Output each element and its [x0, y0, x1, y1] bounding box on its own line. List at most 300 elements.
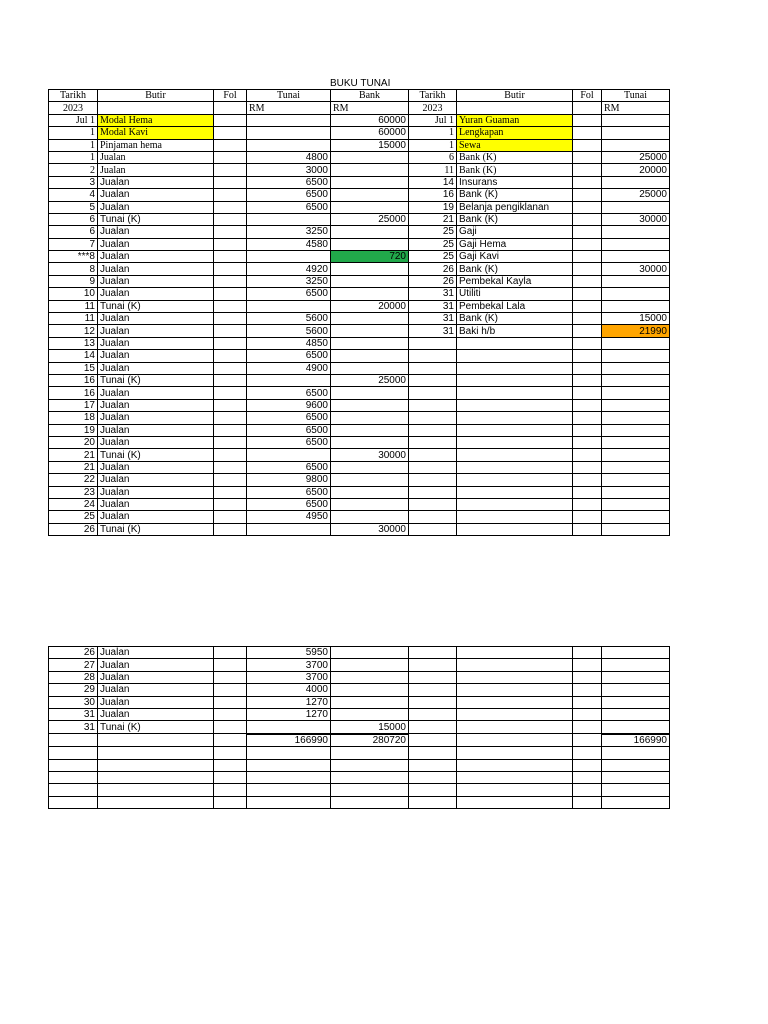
cell-particulars-cr: [457, 387, 573, 399]
table-row: [49, 362, 670, 374]
cell-particulars-cr: [457, 659, 573, 671]
cell-cash-cr: [602, 759, 670, 771]
cell-folio-cr: [573, 474, 602, 486]
cell-particulars: Tunai (K): [98, 523, 214, 535]
cell-cash-cr: [602, 684, 670, 696]
cell-bank: [331, 436, 409, 448]
cell-cash: 6500: [247, 436, 331, 448]
cell-date: 7: [49, 238, 98, 250]
cell-cash: 4950: [247, 511, 331, 523]
cell-bank: 20000: [331, 300, 409, 312]
cell-date-cr: [409, 696, 457, 708]
cell-bank: 30000: [331, 523, 409, 535]
cell-cash-cr: [602, 251, 670, 263]
cell-cash-cr: [602, 771, 670, 783]
cell-folio-cr: [573, 374, 602, 386]
cell-folio: [214, 511, 247, 523]
cell-particulars: Jualan: [98, 176, 214, 188]
cell-particulars: Jualan: [98, 238, 214, 250]
cell-folio: [214, 350, 247, 362]
cell-cash: [247, 449, 331, 461]
table-row: [49, 313, 670, 325]
cell-particulars-cr: Pembekal Lala: [457, 300, 573, 312]
cell-particulars-cr: Lengkapan: [457, 127, 573, 139]
cell-particulars-cr: [457, 671, 573, 683]
cell-bank: [331, 498, 409, 510]
cell-date: 19: [49, 424, 98, 436]
cell-cash-cr: [602, 784, 670, 796]
cell-date: [49, 771, 98, 783]
cell-folio: [214, 696, 247, 708]
cell-folio-cr: [573, 771, 602, 783]
cell-folio-cr: [573, 721, 602, 734]
cell-folio-cr: [573, 139, 602, 151]
cell-folio: [214, 684, 247, 696]
cell-particulars-cr: Insurans: [457, 176, 573, 188]
table-row: [49, 374, 670, 386]
header-folio-cr: [573, 102, 602, 114]
header-particulars: Butir: [98, 90, 214, 102]
cell-particulars: [98, 771, 214, 783]
cell-folio-cr: [573, 325, 602, 337]
cell-cash: 4850: [247, 337, 331, 349]
cell-cash-cr: [602, 387, 670, 399]
cell-particulars: Jualan: [98, 708, 214, 720]
table-row: [49, 176, 670, 188]
cell-bank: 30000: [331, 449, 409, 461]
cell-date-cr: [409, 684, 457, 696]
cell-bank: [331, 486, 409, 498]
cell-folio-cr: [573, 238, 602, 250]
cell-particulars-cr: Bank (K): [457, 213, 573, 225]
cell-date-cr: [409, 424, 457, 436]
table-row: [49, 523, 670, 535]
cell-bank: [331, 337, 409, 349]
cell-folio: [214, 449, 247, 461]
cell-particulars-cr: Gaji Kavi: [457, 251, 573, 263]
cell-date: 23: [49, 486, 98, 498]
cell-particulars-cr: [457, 771, 573, 783]
cell-cash-cr: [602, 486, 670, 498]
cell-particulars: Modal Hema: [98, 114, 214, 126]
cell-date: 18: [49, 412, 98, 424]
cell-cash-cr: [602, 449, 670, 461]
cell-cash: [247, 300, 331, 312]
cell-date: 26: [49, 523, 98, 535]
cell-date-cr: [409, 362, 457, 374]
cell-particulars-cr: [457, 511, 573, 523]
cell-bank: [331, 771, 409, 783]
cell-cash-cr: [602, 511, 670, 523]
cell-folio-cr: [573, 684, 602, 696]
cell-bank: [331, 275, 409, 287]
cell-bank: 720: [331, 251, 409, 263]
cell-cash-cr: [602, 350, 670, 362]
cell-date-cr: 1: [409, 139, 457, 151]
cell-date: 14: [49, 350, 98, 362]
cell-particulars: Jualan: [98, 647, 214, 659]
cell-particulars-cr: [457, 759, 573, 771]
header-row: [49, 90, 670, 102]
header-particulars: [98, 102, 214, 114]
cell-date-cr: 26: [409, 263, 457, 275]
header-date: Tarikh: [49, 90, 98, 102]
cell-particulars-cr: [457, 412, 573, 424]
cell-bank: [331, 461, 409, 473]
cell-date: [49, 796, 98, 808]
header-date-cr: 2023: [409, 102, 457, 114]
cell-bank: [331, 784, 409, 796]
cell-cash: [247, 759, 331, 771]
cell-bank: [331, 708, 409, 720]
cell-particulars: Jualan: [98, 337, 214, 349]
cell-cash-cr: [602, 647, 670, 659]
cell-cash-cr: [602, 424, 670, 436]
cell-cash: [247, 747, 331, 759]
cell-folio-cr: [573, 164, 602, 176]
cell-cash: 1270: [247, 708, 331, 720]
cell-cash-cr: [602, 696, 670, 708]
cell-date-cr: [409, 486, 457, 498]
cell-date: ***8: [49, 251, 98, 263]
cell-particulars: Jualan: [98, 659, 214, 671]
table-row: [49, 424, 670, 436]
cell-bank: [331, 201, 409, 213]
header-folio-cr: Fol: [573, 90, 602, 102]
table-row: [49, 288, 670, 300]
cell-date: 21: [49, 461, 98, 473]
cell-cash: 4920: [247, 263, 331, 275]
cell-date: 4: [49, 189, 98, 201]
cell-particulars-cr: [457, 498, 573, 510]
cell-date-cr: 11: [409, 164, 457, 176]
cell-folio: [214, 796, 247, 808]
header-row: [49, 102, 670, 114]
cell-cash-cr: 25000: [602, 151, 670, 163]
cell-folio: [214, 747, 247, 759]
table-row: [49, 251, 670, 263]
cell-folio: [214, 275, 247, 287]
cell-cash: [247, 139, 331, 151]
cell-cash: 4900: [247, 362, 331, 374]
cell-folio-cr: [573, 399, 602, 411]
cash-book-table-top: [48, 89, 670, 536]
cell-date: 28: [49, 671, 98, 683]
cell-bank: [331, 313, 409, 325]
cash-book-table-bottom: [48, 646, 670, 809]
cell-cash: 6500: [247, 424, 331, 436]
cell-folio-cr: [573, 300, 602, 312]
table-row: [49, 684, 670, 696]
cell-cash: 3250: [247, 275, 331, 287]
cell-cash-cr: [602, 176, 670, 188]
cell-particulars-cr: [457, 449, 573, 461]
cell-particulars: Jualan: [98, 201, 214, 213]
table-row: [49, 771, 670, 783]
cell-date: 22: [49, 474, 98, 486]
cell-folio: [214, 647, 247, 659]
cell-bank: [331, 238, 409, 250]
cell-folio-cr: [573, 201, 602, 213]
cell-folio: [214, 486, 247, 498]
cell-date: [49, 734, 98, 747]
cell-folio: [214, 759, 247, 771]
cell-particulars: Jualan: [98, 436, 214, 448]
cell-particulars-cr: Bank (K): [457, 263, 573, 275]
cell-cash-cr: [602, 747, 670, 759]
cell-date: [49, 784, 98, 796]
cell-cash: 5950: [247, 647, 331, 659]
cell-folio: [214, 399, 247, 411]
table-row: [49, 784, 670, 796]
cell-date: [49, 759, 98, 771]
cell-folio-cr: [573, 213, 602, 225]
cell-folio: [214, 201, 247, 213]
cell-particulars-cr: [457, 362, 573, 374]
cell-cash-cr: [602, 721, 670, 734]
cell-date: 13: [49, 337, 98, 349]
cell-cash: [247, 251, 331, 263]
cell-particulars-cr: [457, 684, 573, 696]
cell-cash: [247, 213, 331, 225]
header-cash-cr: Tunai: [602, 90, 670, 102]
cell-folio-cr: [573, 226, 602, 238]
cell-date-cr: 1: [409, 127, 457, 139]
cell-cash-cr: [602, 288, 670, 300]
cell-folio: [214, 708, 247, 720]
cell-cash-cr: [602, 523, 670, 535]
cell-cash: 6500: [247, 350, 331, 362]
cell-particulars-cr: [457, 647, 573, 659]
cell-particulars: Tunai (K): [98, 721, 214, 734]
cell-date: 16: [49, 387, 98, 399]
cell-folio: [214, 771, 247, 783]
cell-cash: 6500: [247, 498, 331, 510]
cell-cash: 4000: [247, 684, 331, 696]
table-row: [49, 399, 670, 411]
cell-cash-cr: 21990: [602, 325, 670, 337]
cell-date-cr: [409, 721, 457, 734]
cell-bank: [331, 424, 409, 436]
cell-date-cr: 31: [409, 325, 457, 337]
cell-particulars: Jualan: [98, 151, 214, 163]
cell-particulars-cr: [457, 486, 573, 498]
cell-particulars: Jualan: [98, 350, 214, 362]
table-row: [49, 412, 670, 424]
cell-date: 31: [49, 708, 98, 720]
cell-cash: 9800: [247, 474, 331, 486]
cell-bank: [331, 226, 409, 238]
cell-cash-cr: [602, 659, 670, 671]
table-row: [49, 387, 670, 399]
cell-folio-cr: [573, 176, 602, 188]
cell-bank: [331, 671, 409, 683]
cell-date: 20: [49, 436, 98, 448]
cell-particulars: Jualan: [98, 226, 214, 238]
cell-cash-cr: [602, 374, 670, 386]
cell-cash: 9600: [247, 399, 331, 411]
cell-folio-cr: [573, 263, 602, 275]
cell-particulars-cr: [457, 747, 573, 759]
cell-cash: 6500: [247, 461, 331, 473]
cell-cash-cr: [602, 796, 670, 808]
cell-date: 5: [49, 201, 98, 213]
cell-folio-cr: [573, 759, 602, 771]
cell-folio: [214, 659, 247, 671]
cell-particulars-cr: [457, 696, 573, 708]
cell-cash-cr: [602, 337, 670, 349]
cell-folio-cr: [573, 671, 602, 683]
cell-bank: [331, 350, 409, 362]
cell-cash-cr: [602, 226, 670, 238]
cell-date-cr: [409, 461, 457, 473]
header-bank: RM: [331, 102, 409, 114]
table-row: [49, 659, 670, 671]
cell-bank: [331, 362, 409, 374]
header-folio: Fol: [214, 90, 247, 102]
cell-folio: [214, 362, 247, 374]
table-row: [49, 275, 670, 287]
cell-date: 21: [49, 449, 98, 461]
cell-cash-cr: 25000: [602, 189, 670, 201]
cell-cash: 6500: [247, 189, 331, 201]
cell-bank: [331, 511, 409, 523]
cell-particulars: Jualan: [98, 424, 214, 436]
table-row: [49, 337, 670, 349]
cell-folio: [214, 734, 247, 747]
cell-bank: [331, 474, 409, 486]
cell-folio-cr: [573, 127, 602, 139]
cell-cash-cr: [602, 708, 670, 720]
cell-particulars: Tunai (K): [98, 449, 214, 461]
cell-particulars-cr: Utiliti: [457, 288, 573, 300]
cell-cash-cr: [602, 139, 670, 151]
cell-folio-cr: [573, 189, 602, 201]
cell-particulars-cr: [457, 350, 573, 362]
table-row: [49, 114, 670, 126]
cell-folio: [214, 226, 247, 238]
cell-particulars-cr: Yuran Guaman: [457, 114, 573, 126]
cell-date: 6: [49, 226, 98, 238]
cell-folio-cr: [573, 511, 602, 523]
cell-particulars: Jualan: [98, 288, 214, 300]
cell-folio-cr: [573, 734, 602, 747]
table-row: [49, 139, 670, 151]
cell-particulars: [98, 796, 214, 808]
cell-particulars-cr: [457, 436, 573, 448]
cell-folio: [214, 288, 247, 300]
cell-date-cr: [409, 708, 457, 720]
cell-folio-cr: [573, 251, 602, 263]
cell-bank: 60000: [331, 127, 409, 139]
table-row: [49, 671, 670, 683]
cell-folio: [214, 263, 247, 275]
cell-particulars-cr: Bank (K): [457, 189, 573, 201]
cell-folio-cr: [573, 337, 602, 349]
cell-date-cr: [409, 436, 457, 448]
cell-folio-cr: [573, 387, 602, 399]
cell-date-cr: [409, 337, 457, 349]
cell-bank: [331, 288, 409, 300]
cell-folio: [214, 387, 247, 399]
cell-particulars-cr: Bank (K): [457, 151, 573, 163]
cell-date-cr: [409, 350, 457, 362]
cell-cash: [247, 784, 331, 796]
cell-cash: 1270: [247, 696, 331, 708]
cell-date: 17: [49, 399, 98, 411]
cell-date-cr: 31: [409, 288, 457, 300]
cell-particulars: Jualan: [98, 399, 214, 411]
cell-bank: 15000: [331, 721, 409, 734]
cell-folio: [214, 424, 247, 436]
cell-date: 11: [49, 300, 98, 312]
cell-particulars: Tunai (K): [98, 300, 214, 312]
table-row: [49, 708, 670, 720]
cell-particulars-cr: [457, 708, 573, 720]
cell-particulars: Jualan: [98, 263, 214, 275]
cell-particulars: [98, 734, 214, 747]
cell-date-cr: [409, 647, 457, 659]
header-bank: Bank: [331, 90, 409, 102]
cell-particulars: Jualan: [98, 325, 214, 337]
cell-particulars-cr: [457, 337, 573, 349]
cell-date-cr: [409, 771, 457, 783]
cell-bank: [331, 399, 409, 411]
cell-date: 10: [49, 288, 98, 300]
cell-bank: [331, 696, 409, 708]
cell-particulars: Jualan: [98, 498, 214, 510]
table-row: [49, 461, 670, 473]
cell-folio: [214, 374, 247, 386]
table-row: [49, 300, 670, 312]
cell-folio: [214, 474, 247, 486]
cell-bank: [331, 747, 409, 759]
cell-date-cr: 25: [409, 251, 457, 263]
cell-date: 2: [49, 164, 98, 176]
cell-particulars: Jualan: [98, 164, 214, 176]
cell-cash-cr: 20000: [602, 164, 670, 176]
cell-cash: 6500: [247, 201, 331, 213]
cell-particulars-cr: Belanja pengiklanan: [457, 201, 573, 213]
cell-particulars: Jualan: [98, 275, 214, 287]
cell-particulars-cr: [457, 374, 573, 386]
cell-particulars-cr: [457, 523, 573, 535]
cell-folio-cr: [573, 362, 602, 374]
cell-particulars: [98, 747, 214, 759]
cell-particulars: [98, 759, 214, 771]
cell-cash: 3700: [247, 671, 331, 683]
cell-date-cr: [409, 412, 457, 424]
cell-folio: [214, 251, 247, 263]
cell-folio-cr: [573, 784, 602, 796]
cell-particulars-cr: Gaji Hema: [457, 238, 573, 250]
cell-particulars-cr: Bank (K): [457, 313, 573, 325]
cell-date: 30: [49, 696, 98, 708]
table-row: [49, 759, 670, 771]
cell-date-cr: [409, 784, 457, 796]
cell-particulars: Jualan: [98, 474, 214, 486]
table-row: [49, 747, 670, 759]
cell-particulars: Jualan: [98, 696, 214, 708]
cell-particulars: Jualan: [98, 189, 214, 201]
cell-particulars: Pinjaman hema: [98, 139, 214, 151]
cell-particulars: Jualan: [98, 684, 214, 696]
header-folio: [214, 102, 247, 114]
cell-particulars-cr: [457, 796, 573, 808]
cell-folio-cr: [573, 151, 602, 163]
cell-cash: 3250: [247, 226, 331, 238]
cell-particulars-cr: Bank (K): [457, 164, 573, 176]
